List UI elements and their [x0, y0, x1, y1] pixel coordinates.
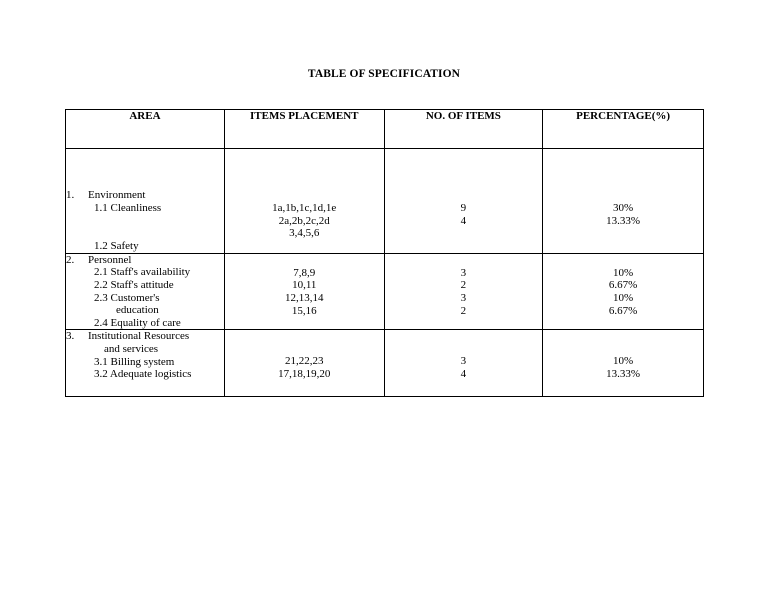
header-items-placement: ITEMS PLACEMENT	[224, 110, 384, 149]
page-title: TABLE OF SPECIFICATION	[307, 68, 461, 80]
placement-cell: 7,8,9 10,11 12,13,14 15,16	[224, 253, 384, 330]
percentage-cell: 10% 13.33%	[543, 330, 704, 397]
area-cell: 1. Environment 1.1 Cleanliness 1.2 Safety	[66, 149, 225, 254]
header-no-of-items: NO. OF ITEMS	[384, 110, 543, 149]
area-cell: 2. Personnel 2.1 Staff's availability 2.2 Staff's attitude 2.3 Customer's education 2.4 Equality of care	[66, 253, 225, 330]
placement-cell: 1a,1b,1c,1d,1e 2a,2b,2c,2d 3,4,5,6	[224, 149, 384, 254]
count-cell: 9 4	[384, 149, 543, 254]
header-percentage: PERCENTAGE(%)	[543, 110, 704, 149]
count-cell: 3 2 3 2	[384, 253, 543, 330]
table-row	[66, 330, 704, 397]
table-row	[66, 149, 704, 254]
header-area: AREA	[66, 110, 225, 149]
percentage-cell: 10% 6.67% 10% 6.67%	[543, 253, 704, 330]
count-cell: 3 4	[384, 330, 543, 397]
table-header-row	[66, 110, 704, 149]
specification-table	[65, 109, 704, 397]
placement-cell: 21,22,23 17,18,19,20	[224, 330, 384, 397]
table-row	[66, 253, 704, 330]
percentage-cell: 30% 13.33%	[543, 149, 704, 254]
area-cell: 3. Institutional Resources and services 3.1 Billing system 3.2 Adequate logistics	[66, 330, 225, 397]
